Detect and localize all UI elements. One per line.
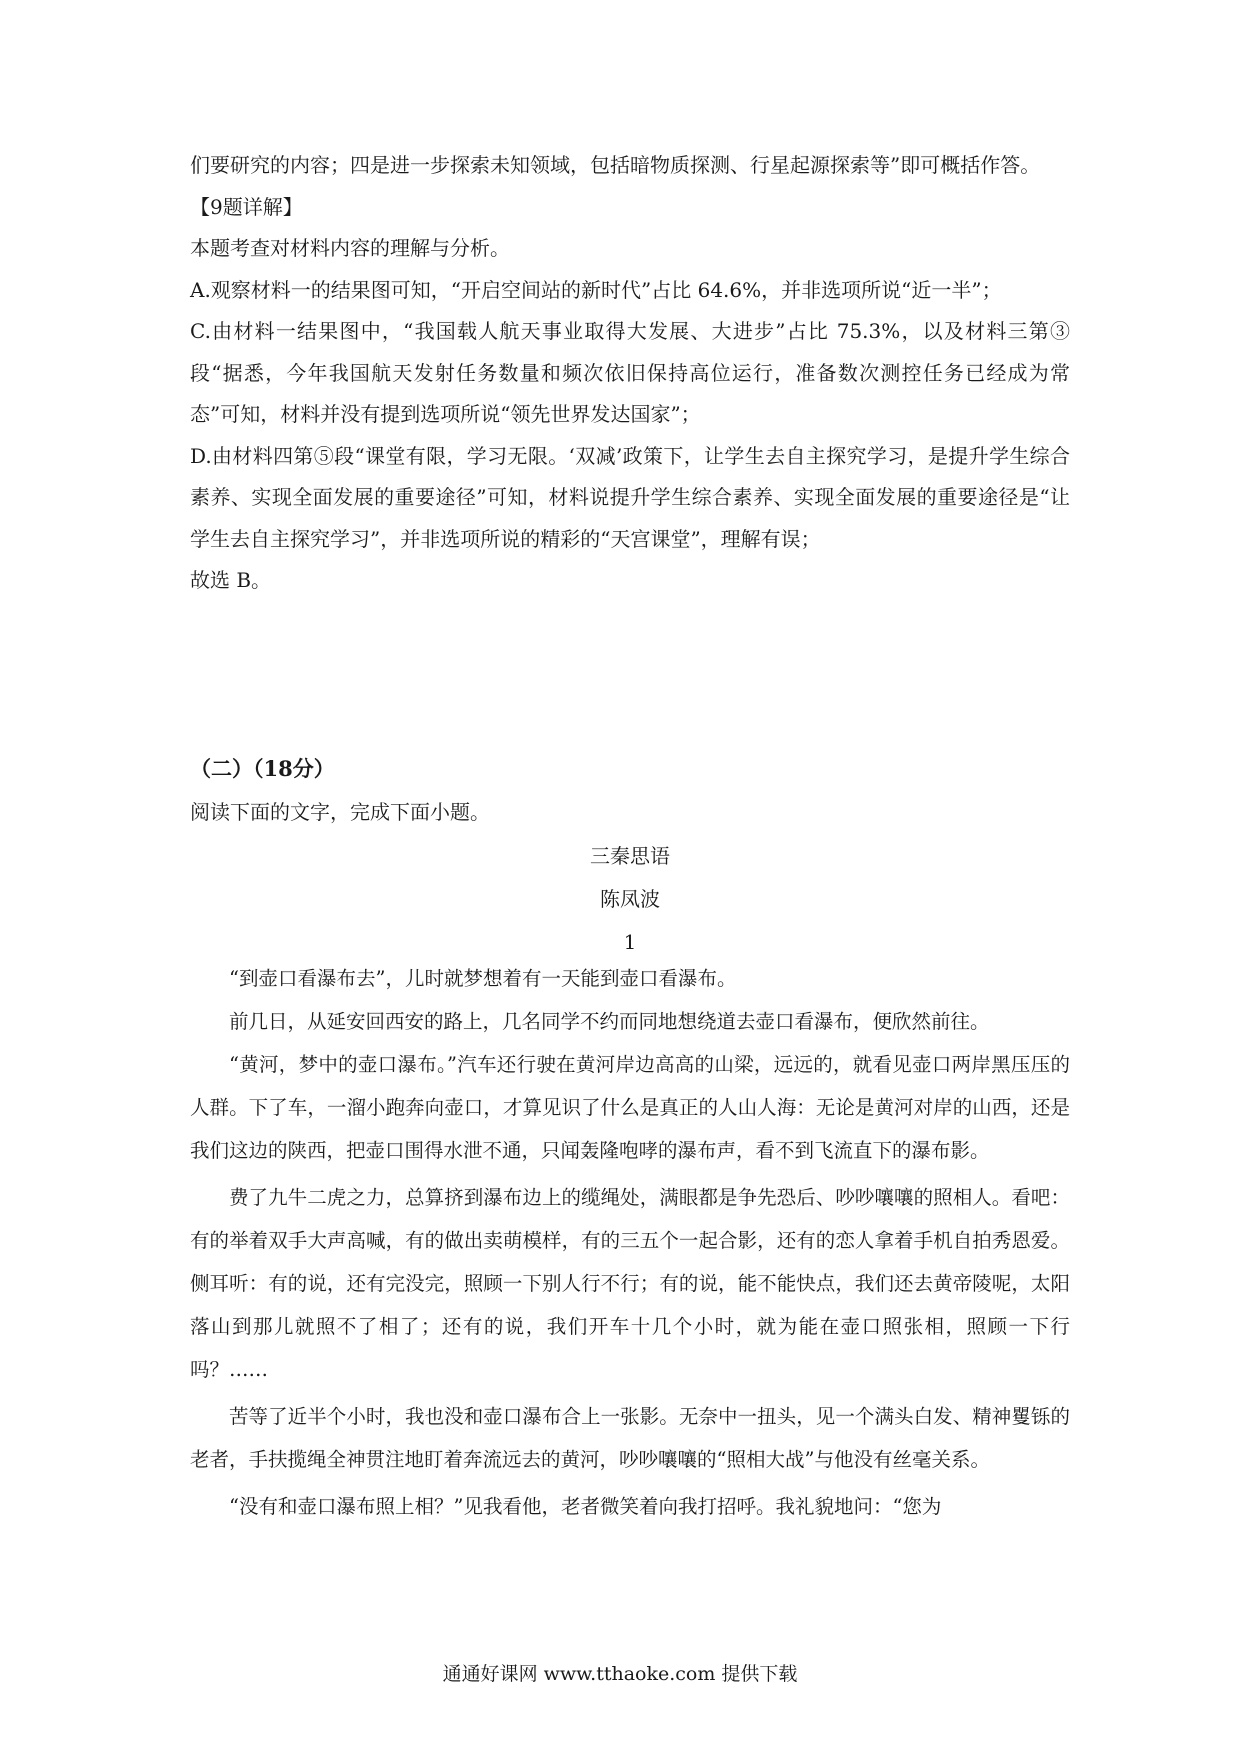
analysis-line: D.由材料四第⑤段“课堂有限，学习无限。‘双减’政策下，让学生去自主探究学习，是提升学生综合素养、实现全面发展的重要途径”可知，材料说提升学生综合素养、实现全面发展的重要途径是“让学生去自主探究学习”，并非选项所说的精彩的“天宫课堂”，理解有误； [190,443,1070,551]
section-instruction: 阅读下面的文字，完成下面小题。 [190,800,490,824]
essay-paragraph: 前几日，从延安回西安的路上，几名同学不约而同地想绕道去壶口看瀑布，便欣然前往。 [229,1010,990,1033]
essay-paragraph: 苦等了近半个小时，我也没和壶口瀑布合上一张影。无奈中一扭头，见一个满头白发、精神矍铄的老者，手扶揽绳全神贯注地盯着奔流远去的黄河，吵吵嚷嚷的“照相大战”与他没有丝毫关系。 [190,1405,1070,1471]
answer-analysis [190,145,1070,602]
analysis-line: 【9题详解】 [190,194,303,219]
section-heading: （二）（18分） [190,756,335,781]
essay-author: 陈凤波 [600,887,660,911]
essay-paragraph: “没有和壶口瀑布照上相？”见我看他，老者微笑着向我打招呼。我礼貌地问：“您为 [229,1495,942,1518]
page-footer: 通通好课网 www.tthaoke.com 提供下载 [442,1663,798,1685]
analysis-line: C.由材料一结果图中，“我国载人航天事业取得大发展、大进步”占比 75.3%，以及材料三第③段“据悉，今年我国航天发射任务数量和频次依旧保持高位运行，准备数次测控任务已经成为常态”可知，材料并没有提到选项所说“领先世界发达国家”； [190,319,1070,426]
analysis-line: 本题考查对材料内容的理解与分析。 [190,236,510,260]
analysis-line: 们要研究的内容；四是进一步探索未知领域，包括暗物质探测、行星起源探索等”即可概括作答。 [190,153,1041,177]
essay-body [190,957,1070,1528]
essay-title: 三秦思语 [590,844,670,868]
essay-paragraph: 费了九牛二虎之力，总算挤到瀑布边上的缆绳处，满眼都是争先恐后、吵吵嚷嚷的照相人。看吧：有的举着双手大声高喊，有的做出卖萌模样，有的三五个一起合影，还有的恋人拿着手机自拍秀恩爱。侧耳听：有的说，还有完没完，照顾一下别人行不行；有的说，能不能快点，我们还去黄帝陵呢，太阳落山到那儿就照不了相了；还有的说，我们开车十几个小时，就为能在壶口照张相，照顾一下行吗？…… [190,1186,1070,1381]
essay-paragraph: “黄河，梦中的壶口瀑布。”汽车还行驶在黄河岸边高高的山梁，远远的，就看见壶口两岸黑压压的人群。下了车，一溜小跑奔向壶口，才算见识了什么是真正的人山人海：无论是黄河对岸的山西，还是我们这边的陕西，把壶口围得水泄不通，只闻轰隆咆哮的瀑布声，看不到飞流直下的瀑布影。 [190,1053,1070,1162]
analysis-line: A.观察材料一的结果图可知，“开启空间站的新时代”占比 64.6%，并非选项所说“近一半”； [190,277,1002,302]
essay-part-number: 1 [623,930,637,954]
analysis-line: 故选 B。 [190,568,272,592]
essay-paragraph: “到壶口看瀑布去”，儿时就梦想着有一天能到壶口看瀑布。 [229,967,737,990]
